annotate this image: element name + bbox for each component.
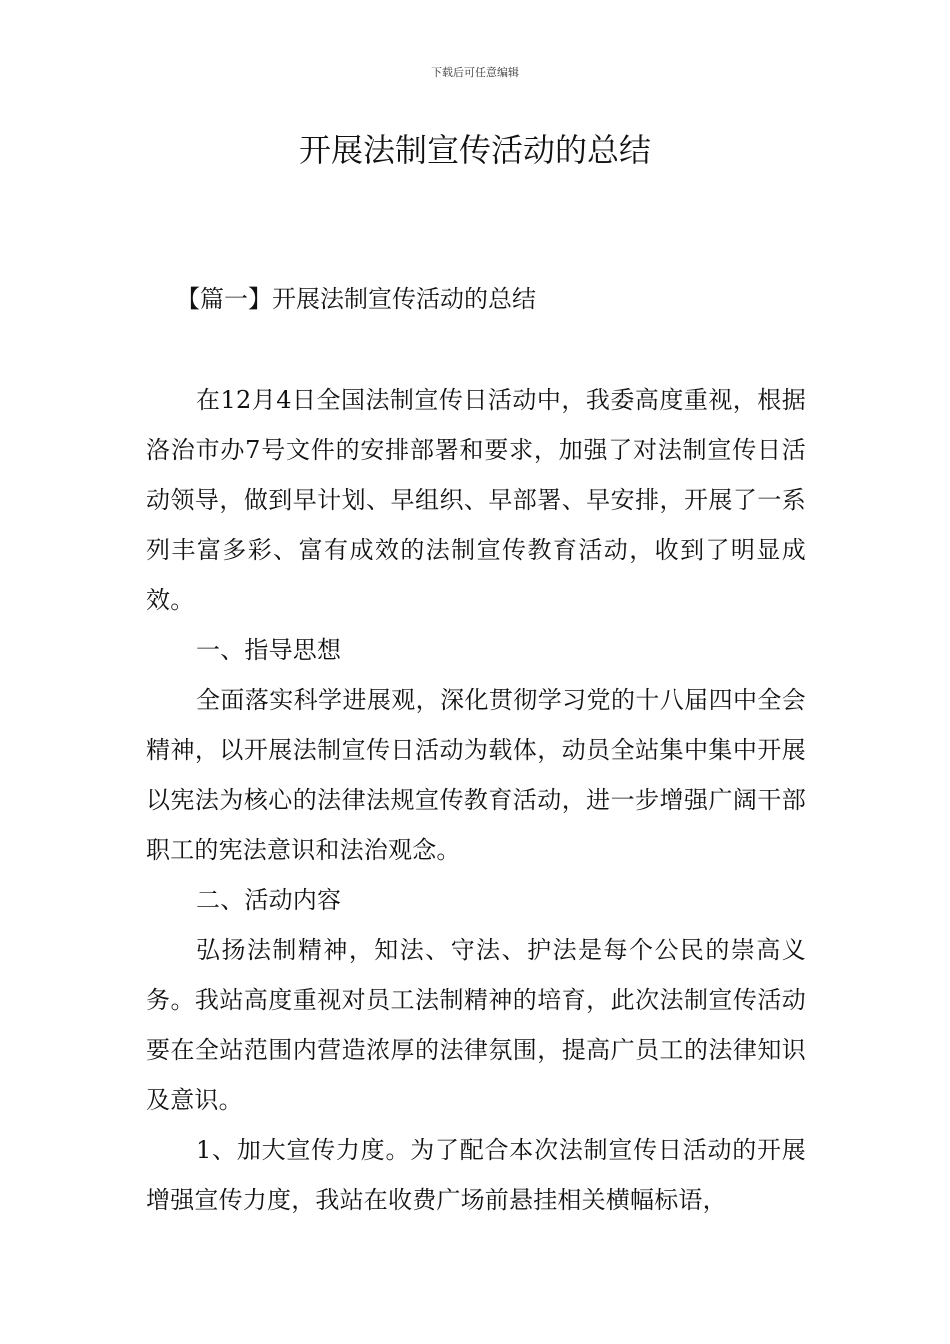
section-heading: 【篇一】开展法制宣传活动的总结	[176, 285, 536, 313]
document-body	[146, 375, 806, 1225]
paragraph-publicity-effort: 1、加大宣传力度。为了配合本次法制宣传日活动的开展增强宣传力度，我站在收费广场前悬挂相关横幅标语，	[146, 1136, 806, 1214]
subheading-guiding-thought: 一、指导思想	[196, 636, 342, 664]
paragraph-activity-content: 弘扬法制精神，知法、守法、护法是每个公民的崇高义务。我站高度重视对员工法制精神的培育，此次法制宣传活动要在全站范围内营造浓厚的法律氛围，提高广员工的法律知识及意识。	[146, 936, 806, 1114]
document-title: 开展法制宣传活动的总结	[298, 131, 651, 169]
paragraph-intro: 在12月4日全国法制宣传日活动中，我委高度重视，根据洛治市办7号文件的安排部署和要求，加强了对法制宣传日活动领导，做到早计划、早组织、早部署、早安排，开展了一系列丰富多彩、富有成效的法制宣传教育活动，收到了明显成效。	[146, 386, 806, 614]
header-note: 下载后可任意编辑	[431, 66, 519, 79]
subheading-activity-content: 二、活动内容	[196, 886, 342, 914]
paragraph-guiding-thought: 全面落实科学进展观，深化贯彻学习党的十八届四中全会精神，以开展法制宣传日活动为载体，动员全站集中集中开展以宪法为核心的法律法规宣传教育活动，进一步增强广阔干部职工的宪法意识和法治观念。	[146, 686, 806, 864]
